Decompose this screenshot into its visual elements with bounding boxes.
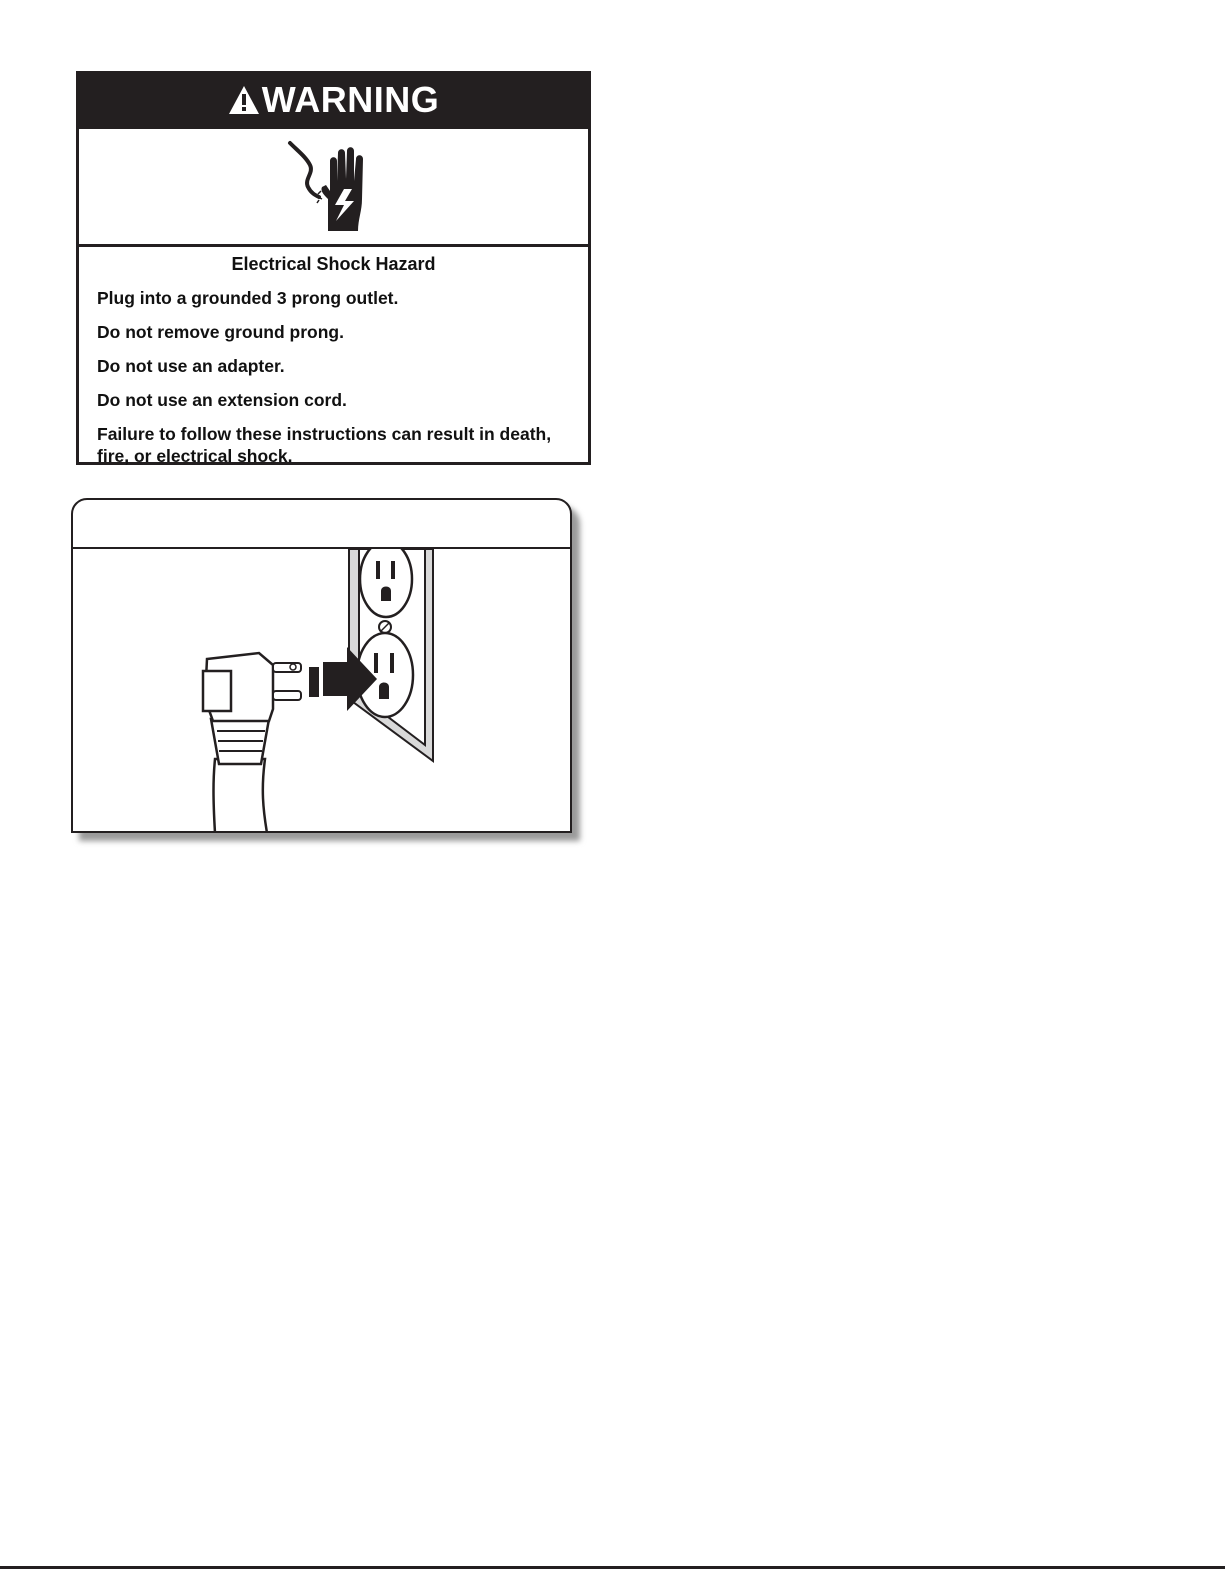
warning-line: Do not use an adapter. — [97, 356, 285, 376]
hazard-title: Electrical Shock Hazard — [231, 254, 436, 274]
plug-illustration-panel — [71, 498, 572, 833]
warning-line: Do not use an extension cord. — [97, 390, 347, 410]
wall-outlet-icon — [349, 549, 433, 761]
warning-line: Do not remove ground prong. — [97, 322, 344, 342]
warning-header — [79, 74, 588, 129]
plug-outlet-illustration — [73, 549, 570, 833]
warning-title: WARNING — [261, 79, 440, 120]
warning-line: Plug into a grounded 3 prong outlet. — [97, 288, 399, 308]
electrical-shock-hand-icon — [284, 139, 384, 234]
warning-panel — [76, 71, 591, 465]
warning-body — [79, 247, 588, 467]
warning-triangle-icon — [228, 85, 260, 115]
shock-hazard-symbol — [79, 129, 588, 247]
three-prong-plug-icon — [203, 653, 301, 833]
page-bottom-rule — [0, 1566, 1225, 1569]
illustration-header — [73, 500, 570, 549]
warning-line: Failure to follow these instructions can result in death, fire, or electrical shock. — [97, 424, 552, 466]
